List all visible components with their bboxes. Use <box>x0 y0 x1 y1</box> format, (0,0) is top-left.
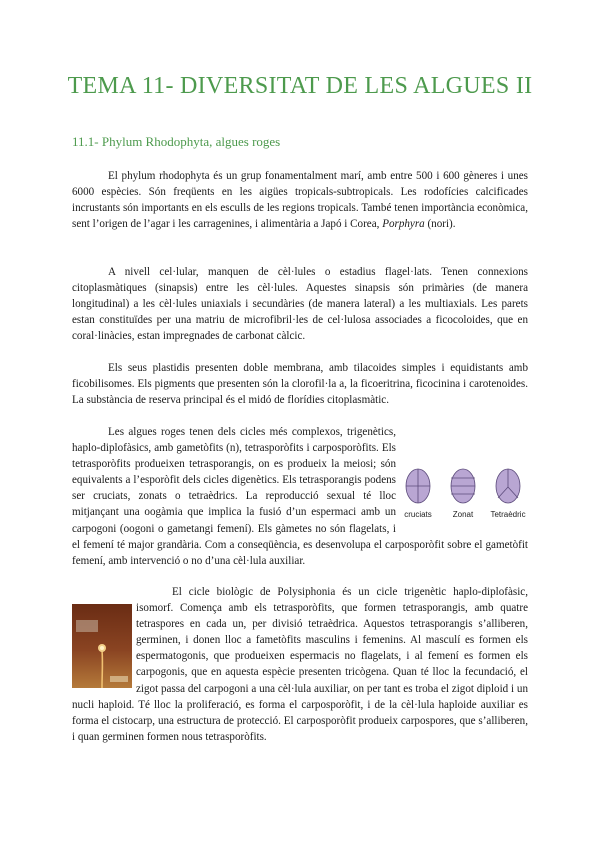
paragraph-5 <box>72 584 528 745</box>
paragraph-4-text: Les algues roges tenen dels cicles més complexos, trigenètics, haplo-diplofàsics, amb gametòfits (n), tetrasporòfits i carposporòfits. Els tetrasporòfits produeixen tetrasporangis, on es produeix la meiosi; són equivalents a l’esporòfit dels cicles digenètics. Els tetrasporangis podens ser cruciats, zonats o tetraèdrics. La reproducció sexual té lloc mitjançant una oogàmia que implica la fusió d’un espermaci amb un carpogoni (oogoni o gametangi femení). Els gàmetes no són flagelats, i el femení té major grandària. Com a conseqüència, es desenvolupa el carposporòfit sobre el gametòfit femení, amb intervenció o no d’una cèl·lula auxiliar. <box>72 426 528 567</box>
paragraph-3-text: Els seus plastidis presenten doble membrana, amb tilacoides simples i equidistants amb ficobilisomes. Els pigments que presenten són la clorofil·la a, la ficoeritrina, ficocinina i carotenoides. La substància de reserva principal és el midó de florídies citoplasmàtic. <box>72 362 528 407</box>
paragraph-2-text: A nivell cel·lular, manquen de cèl·lules o estadius flagel·lats. Tenen connexions citoplasmàtiques (sinapsis) entre les cèl·lules. Aquestes sinapsis són primàries (de manera longitudinal) a les cèl·lules uniaxials i secundàries (de manera lateral) a les multiaxials. Les parets estan constituïdes per una matriu de microfibril·les de cel·lulosa associades a ficocoloides, que en coral·linàcies, estan impregnades de carbonat càlcic. <box>72 266 528 343</box>
section-heading: 11.1- Phylum Rhodophyta, algues roges <box>72 134 281 149</box>
label-cruciats: cruciats <box>404 510 432 519</box>
tetrasporangia-figure <box>398 465 528 521</box>
paragraph-1-end: (nori). <box>424 218 456 231</box>
paragraph-1-text: El phylum rhodophyta és un grup fonamentalment marí, amb entre 500 i 600 gèneres i unes 6000 espècies. Són freqüents en les aigües tropicals-subtropicals. Les rodofícies calcificades incrustants són importants en els esculls de les regions tropicals. També tenen importància econòmica, sent l’origen de l’agar i les carragenines, i alimentària a Japó i Corea, <box>72 170 528 231</box>
zonate-sporangium-icon <box>451 469 475 503</box>
label-tetraedric: Tetraèdric <box>490 510 526 519</box>
paragraph-2 <box>72 264 528 344</box>
label-zonat: Zonat <box>452 510 474 519</box>
paragraph-3 <box>72 360 528 408</box>
porphyra-italic: Porphyra <box>382 218 425 231</box>
tetrahedral-sporangium-icon <box>496 469 520 503</box>
polysiphonia-photo <box>72 604 132 688</box>
paragraph-5-text: El cicle biològic de Polysiphonia és un cicle trigenètic haplo-diplofàsic, isomorf. Comença amb els tetrasporòfits, que formen tetrasporangis, amb quatre tetraspores en cada un, per divisió tetraèdrica. Aquestos tetrasporangis s’alliberen, germinen, i donen lloc a fametòfits masculins i femenins. Al masculí es formen els espermatogonis, que produeixen espermacis no flagelats, i al femení es formen els carpogonis, que en aquesta espècie presenten tricògena. Quan té lloc la fecundació, el zigot passa del carpogoni a una cèl·lula auxiliar, on per tant es troba el zigot diploid i un nucli haploid. Té lloc la proliferació, es forma el carposporòfit, i de la cèl·lula haploide auxiliar es forma el cistocarp, una estructura de protecció. El carposporòfit produeix carpospores, que s’alliberen, i quan germinen formen nous tetrasporòfits. <box>72 586 528 743</box>
cruciate-sporangium-icon <box>406 469 430 503</box>
paragraph-1 <box>72 168 528 232</box>
document-title: TEMA 11- DIVERSITAT DE LES ALGUES II <box>67 73 533 99</box>
